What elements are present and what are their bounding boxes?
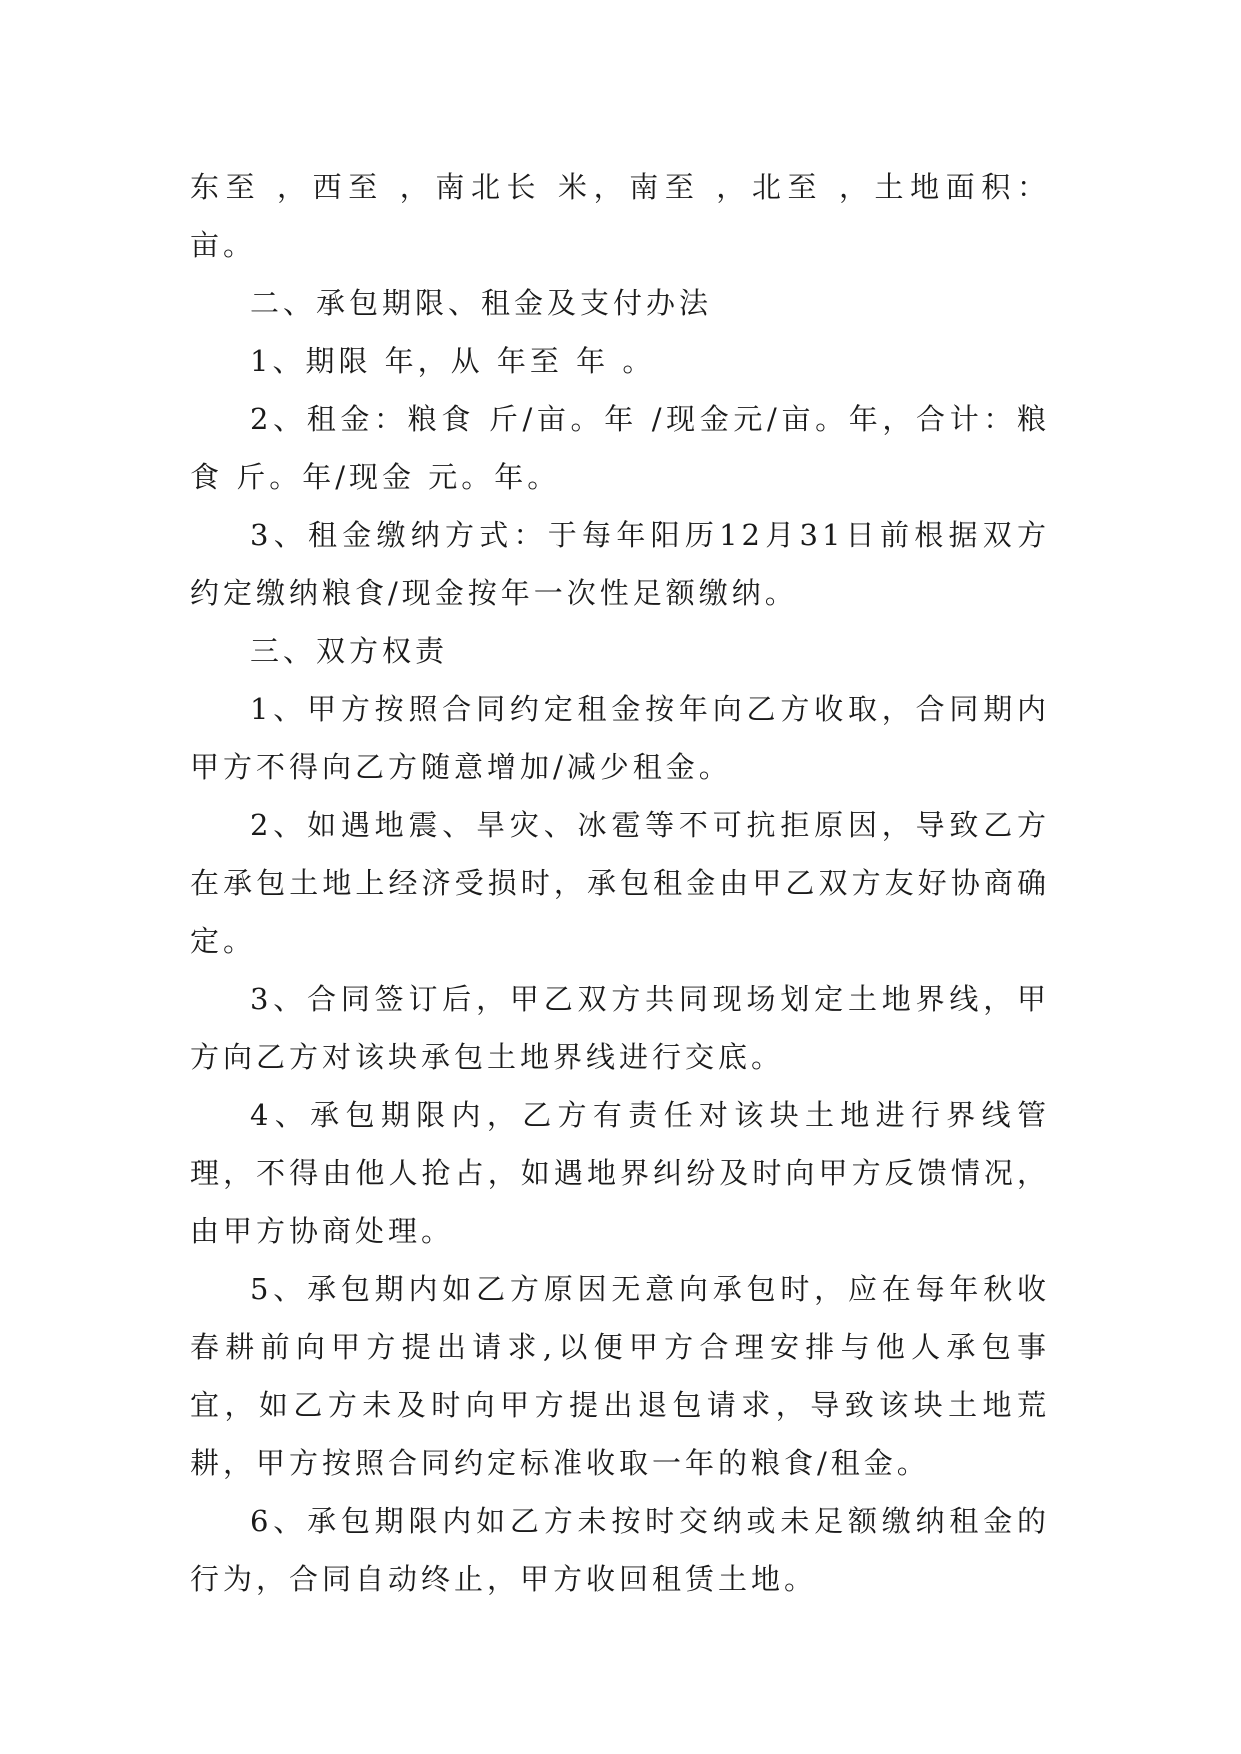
paragraph-duty-3: 3、合同签订后，甲乙双方共同现场划定土地界线，甲方向乙方对该块承包土地界线进行交底。 <box>190 982 1050 1074</box>
paragraph-payment-method: 3、租金缴纳方式：于每年阳历12月31日前根据双方约定缴纳粮食/现金按年一次性足额缴纳。 <box>190 518 1050 610</box>
paragraph-rent: 2、租金：粮食 斤/亩。年 /现金元/亩。年，合计：粮食 斤。年/现金 元。年。 <box>190 402 1050 494</box>
paragraph-duty-4: 4、承包期限内，乙方有责任对该块土地进行界线管理，不得由他人抢占，如遇地界纠纷及时向甲方反馈情况，由甲方协商处理。 <box>190 1098 1050 1248</box>
paragraph-duty-5: 5、承包期内如乙方原因无意向承包时，应在每年秋收春耕前向甲方提出请求,以便甲方合理安排与他人承包事宜，如乙方未及时向甲方提出退包请求，导致该块土地荒耕，甲方按照合同约定标准收取一年的粮食/租金。 <box>190 1272 1050 1480</box>
paragraph-duty-2: 2、如遇地震、旱灾、冰雹等不可抗拒原因，导致乙方在承包土地上经济受损时，承包租金由甲乙双方友好协商确定。 <box>190 808 1050 958</box>
section-heading-rights-duties: 三、双方权责 <box>250 634 449 668</box>
paragraph-duty-6: 6、承包期限内如乙方未按时交纳或未足额缴纳租金的行为，合同自动终止，甲方收回租赁土地。 <box>190 1504 1050 1596</box>
paragraph-duty-1: 1、甲方按照合同约定租金按年向乙方收取，合同期内甲方不得向乙方随意增加/减少租金。 <box>190 692 1050 784</box>
paragraph-term: 1、期限 年，从 年至 年 。 <box>250 344 656 378</box>
paragraph-boundaries: 东至 ，西至 ，南北长 米，南至 ，北至 ，土地面积： 亩。 <box>190 170 1050 262</box>
document-body <box>190 158 1050 1608</box>
section-heading-term-rent-payment: 二、承包期限、租金及支付办法 <box>250 286 713 320</box>
